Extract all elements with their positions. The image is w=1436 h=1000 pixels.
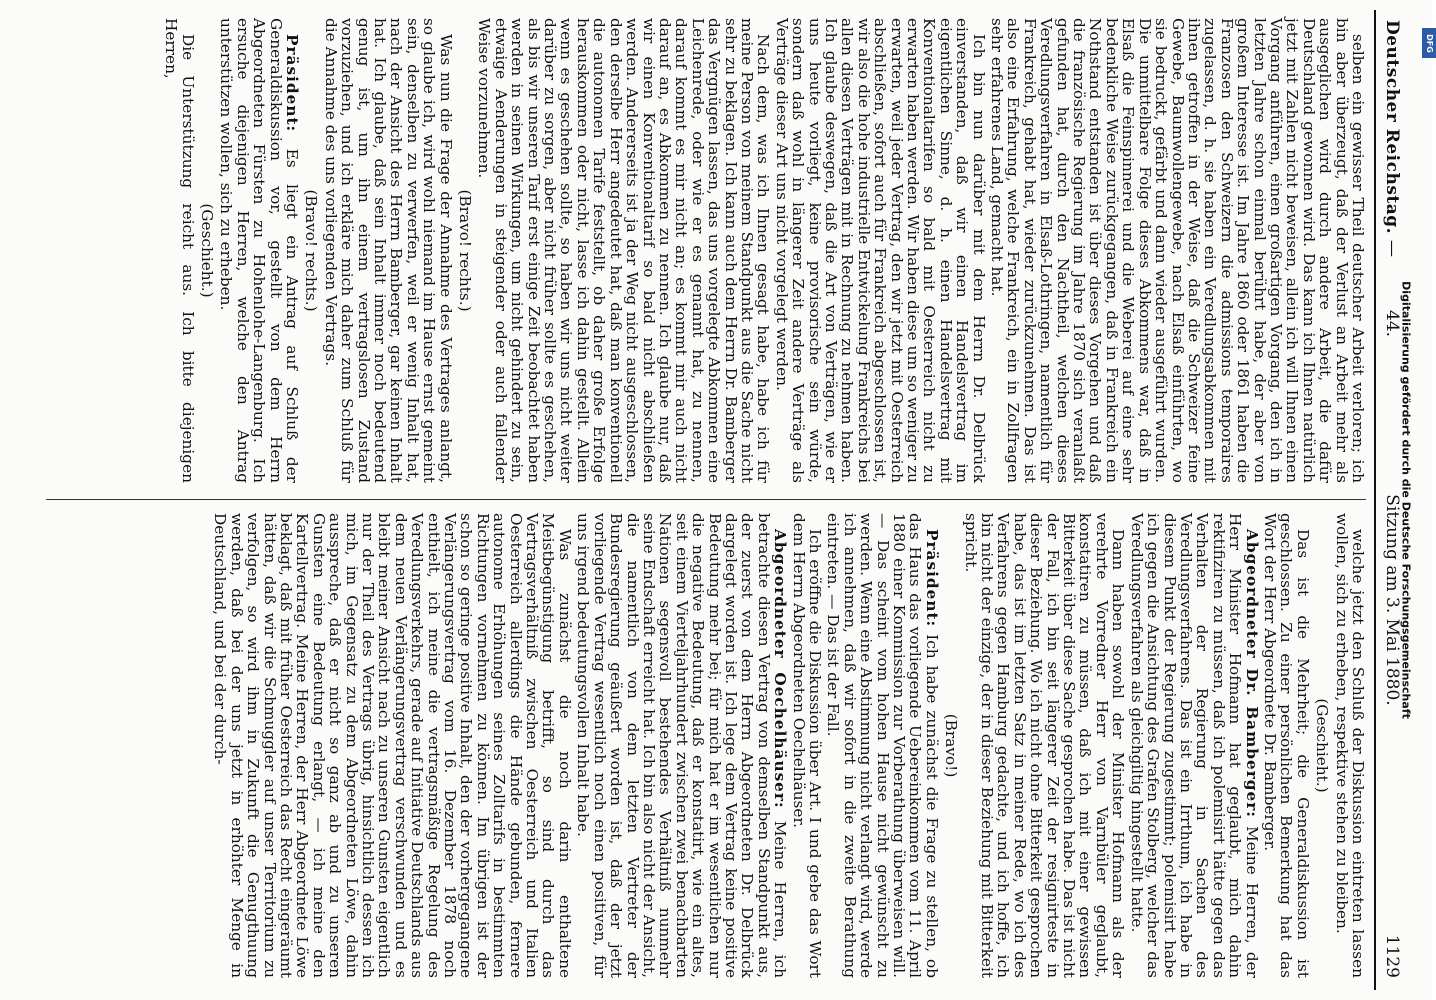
stage-direction: (Geschieht.): [1313, 698, 1332, 793]
speech-paragraph: [575, 513, 788, 978]
text-paragraph: Ich eröffne die Diskussion über Art. I und gebe das Wort dem Herrn Abgeordneten Oechelhäuser.: [789, 513, 824, 978]
text-paragraph: Nach dem, was ich Ihnen gesagt habe, habe ich für meine Person von meinem Standpunkt aus die Sache nicht sehr zu beklagen. Ich kann auch dem Herrn Dr. Bamberger das Vergnügen lassen, das uns vorgelegte Abkommen eine Leichenrede, oder wie er es genannt hat, zu nennen, darauf kommt es mir nicht an; es kommt mir auch nicht darauf an, es Abkommen zu nennen. Ich glaube nur, daß wir einen Konventionaltarif so bald nicht abschließen werden. Andererseits ist ja der Weg nicht ausgeschlossen, den derselbe Herr angedeutet hat, daß man konventionell die autonomen Tarife feststellt, ob daher große Erfolge herauskommen oder nicht, lasse ich dahin gestellt. Allein wenn es geschehen sollte, so haben wir uns nicht weiter darüber zu sorgen, aber nicht früher sollte es geschehen, als bis wir unseren Tarif erst einige Zeit beobachtet haben werden in seinen Wirkungen, um nicht gehindert zu sein, etwaige Aenderungen in steigender oder auch fallender Weise vorzunehmen.: [475, 18, 773, 483]
header-dash: —: [1382, 240, 1402, 257]
speaker-name: Abgeordneter Oechelhäuser:: [771, 529, 790, 809]
speech-paragraph: [1128, 513, 1259, 978]
speaker-name: Präsident:: [922, 529, 941, 628]
text-paragraph: Was nun die Frage der Annahme des Vertrages anlangt, so glaube ich, wird wohl niemand im Hause ernst gemeint sein, denselben zu verwerfen, weil er wenig Inhalt hat, nach der Ansicht des Herrn Bamberger, gar keinen Inhalt hat. Ich glaube, daß sein Inhalt immer noch bedeutend genug ist, um ihn einem vertragslosen Zustand vorzuziehen, und ich erkläre mich daher zum Schluß für die Annahme des uns vorliegenden Vertrags.: [321, 18, 455, 483]
session-number: 44.: [1382, 310, 1402, 338]
dfg-logo: DFG: [1422, 28, 1436, 58]
text-paragraph: selben ein gewisser Theil deutscher Arbeit verloren; ich bin aber überzeugt, daß der Verlust an Arbeit mehr als ausgeglichen wird durch andere Arbeit, die dafür Deutschland gewonnen wird. Das kann ich Ihnen natürlich jetzt mit Zahlen nicht beweisen, allein ich will Ihnen einen Vorgang anführen, einen großartigen Vorgang, den ich in letzten Jahre schon einmal berührt habe, der aber von großem Interesse ist. Im Jahre 1860 oder 1861 haben die Franzosen den Schweizern die admissions temporaires zugelassen, d. h. sie haben ein Veredlungsabkommen mit ihnen getroffen in der Weise, daß die Schweizer feine Gewebe, Baumwollengewebe, nach Elsaß einführten, wo sie bedruckt, gefärbt und dann wieder ausgeführt wurden. Die unmittelbare Folge dieses Abkommens war, daß in Elsaß die Feinspinnerei und die Weberei auf eine sehr bedenkliche Weise zurückgegangen, daß in Frankreich ein Nothstand entstanden ist über dieses Vorgehen und daß die französische Regierung im Jahre 1870 sich veranlaßt gefunden hat, durch den Nachtheil, welchen dieses Veredlungsverfahren in Elsaß-Lothringen, namentlich für Frankreich, gehabt hat, wieder zurückzunehmen. Das ist also eine Erfahrung, welche Frankreich, ein in Zollfragen sehr erfahrenes Land, gemacht hat.: [988, 18, 1367, 483]
speech-text: Es liegt ein Antrag auf Schluß der Generaldiskussion vor, gestellt von dem Herrn Abgeordneten Fürsten zu Hohenlohe-Langenburg. Ich ersuche diejenigen Herren, welche den Antrag unterstützen wollen, sich zu erheben.: [217, 18, 301, 483]
page-number: 1129: [1382, 934, 1402, 978]
speech-text: Ich habe zunächst die Frage zu stellen, ob das Haus das vorliegende Uebereinkommen vom 11. April 1880 einer Kommission zur Vorberathung überweisen will. — Das scheint vom hohen Hause nicht gewünscht zu werden. Wenn eine Abstimmung nicht verlangt wird, werde ich annehmen, daß wir sofort in die zweite Berathung eintreten. — Das ist der Fall.: [824, 513, 941, 978]
speech-text: Meine Herren, der Herr Minister Hofmann hat geglaubt, mich dahin rektifiziren zu müssen, daß ich polemisirt hätte gegen das Verhalten der Regierung in Sachen des Veredlungsverfahrens. Das ist ein Irrthum, ich habe in diesem Punkt der Regierung zugestimmt; polemisirt habe ich gegen die Ansichtung des Grafen Stolberg, welcher das Veredlungsverfahren als gleichgiltig hingestellt hatte.: [1127, 513, 1261, 978]
stage-direction: (Geschieht.): [197, 203, 216, 298]
speaker-name: Präsident:: [283, 34, 301, 133]
stage-direction: (Bravo! rechts.): [302, 189, 321, 312]
text-paragraph: Ich bin nun darüber mit dem Herrn Dr. Delbrück einverstanden, daß wir einen Handelsvertrag im eigentlichen Sinne, d. h. einen Handelsvertrag mit Konventionaltarifen so bald mit Oesterreich nicht zu erwarten haben werden. Wir haben diese um so weniger zu erwarten, weil jeder Vertrag, den wir jetzt mit Oesterreich abschließen, sofort auch für Frankreich abgeschlossen ist, wir also die hohe industrielle Entwickelung Frankreichs bei allen diesen Verträgen mit in Rechnung zu nehmen haben. Ich glaube deswegen, daß die Art von Verträgen, wie er uns heute vorliegt, keine provisorische sein würde, sondern daß wohl in längerer Zeit andere Verträge als Verträge dieser Art uns nicht vorgelegt werden.: [772, 18, 988, 483]
stage-direction: (Bravo! rechts.): [456, 189, 475, 312]
rotated-newspaper-page: [26, 10, 1406, 990]
session-date: Sitzung am 3. Mai 1880.: [1382, 494, 1402, 706]
text-paragraph: Das ist die Mehrheit; die Generaldiskussion ist geschlossen. Zu einer persönlichen Bemerkung hat das Wort der Herr Abgeordnete Dr. Bamberger.: [1260, 513, 1312, 978]
text-paragraph: Was zunächst die noch darin enthaltene Meistbegünstigung betrifft, so sind durch das Vertragsverhältniß zwischen Oesterreich und Italien Oesterreich allerdings die Hände gebunden, fernere autonome Erhöhungen seines Zolltarifs in bestimmten Richtungen vornehmen zu können. Im übrigen ist der schon so geringe positive Inhalt, den der vorhergegangene Verlängerungsvertrag vom 16. Dezember 1878 noch enthielt, ich meine die vertragsmäßige Regelung des Veredlungsverkehrs, gerade auf Initiative Deutschlands aus dem neuen Verlängerungsvertrag verschwunden und es bleibt meiner Ansicht nach zu unseren Gunsten eigentlich nur der Theil des Vertrags übrig, hinsichtlich dessen ich mich, im Gegensatz zu dem Abgeordneten Löwe, dahin ausspreche, daß er nicht so ganz ab und zu unseren Gunsten eine Bedeutung erlangt, — ich meine den Kartellvertrag. Meine Herren, der Herr Abgeordnete Löwe beklagt, daß mit früher Oesterreich das Recht eingeräumt hätten, daß wir die Schmuggler auf unser Territorium zu verfolgen, so wird ihm in Zukunft die Genugthuung werden, daß bei der uns jetzt in erhöhter Menge in Deutschland, und bei der durch-: [211, 513, 574, 978]
stage-direction: (Bravo!): [942, 713, 961, 778]
text-paragraph: Die Unterstützung reicht aus. Ich bitte diejenigen Herren,: [162, 18, 197, 483]
column-divider: [46, 499, 1366, 500]
speaker-name: Abgeordneter Dr. Bamberger:: [1242, 529, 1261, 818]
right-text-column: [36, 513, 1366, 978]
speech-paragraph: [825, 513, 940, 978]
text-paragraph: welche jetzt den Schluß der Diskussion eintreten lassen wollen, sich zu erheben, respektive stehen zu bleiben.: [1332, 513, 1367, 978]
speech-paragraph: [218, 18, 300, 483]
speech-text: Meine Herren, ich betrachte diesen Vertrag von demselben Standpunkt aus, der zuerst von dem Herrn Abgeordneten Dr. Delbrück dargelegt worden ist. Ich lege dem Vertrag keine positive Bedeutung mehr bei; für mich hat er im wesentlichen nur die negative Bedeutung, daß er konstatirt, wie ein altes, seit einem Vierteljahrhundert zwischen zwei benachbarten Nationen segensvoll bestehendes Verhältniß nunmehr seine Endschaft erreicht hat. Ich bin also nicht der Ansicht, die namentlich von dem letzten Vertreter der Bundesregierung geäußert worden ist, daß der jetzt vorliegende Vertrag wesentlich noch einen positiven, für uns irgend bedeutungsvollen Inhalt habe.: [574, 513, 790, 978]
left-text-column: [36, 18, 1366, 483]
text-paragraph: Dann haben sowohl der Minister Hofmann als der verehrte Vorredner Herr von Varnbüler geglaubt, konstatiren zu müssen, daß ich mit einer gewissen Bitterkeit über diese Sache gesprochen habe. Das ist nicht der Fall, ich bin seit längerer Zeit der resignirteste in dieser Beziehung. Wo ich nicht ohne Bitterkeit gesprochen habe, das ist im letzten Satz in meiner Rede, wo ich des Verfahrens gegen Hamburg gedachte, und ich hoffe, ich bin nicht der einzige, der in dieser Beziehung mit Bitterkeit spricht.: [961, 513, 1128, 978]
publication-title: Deutscher Reichstag.: [1382, 20, 1402, 235]
digitization-credit: Digitalisierung gefördert durch die Deutsche Forschungsgemeinschaft: [1399, 281, 1413, 719]
